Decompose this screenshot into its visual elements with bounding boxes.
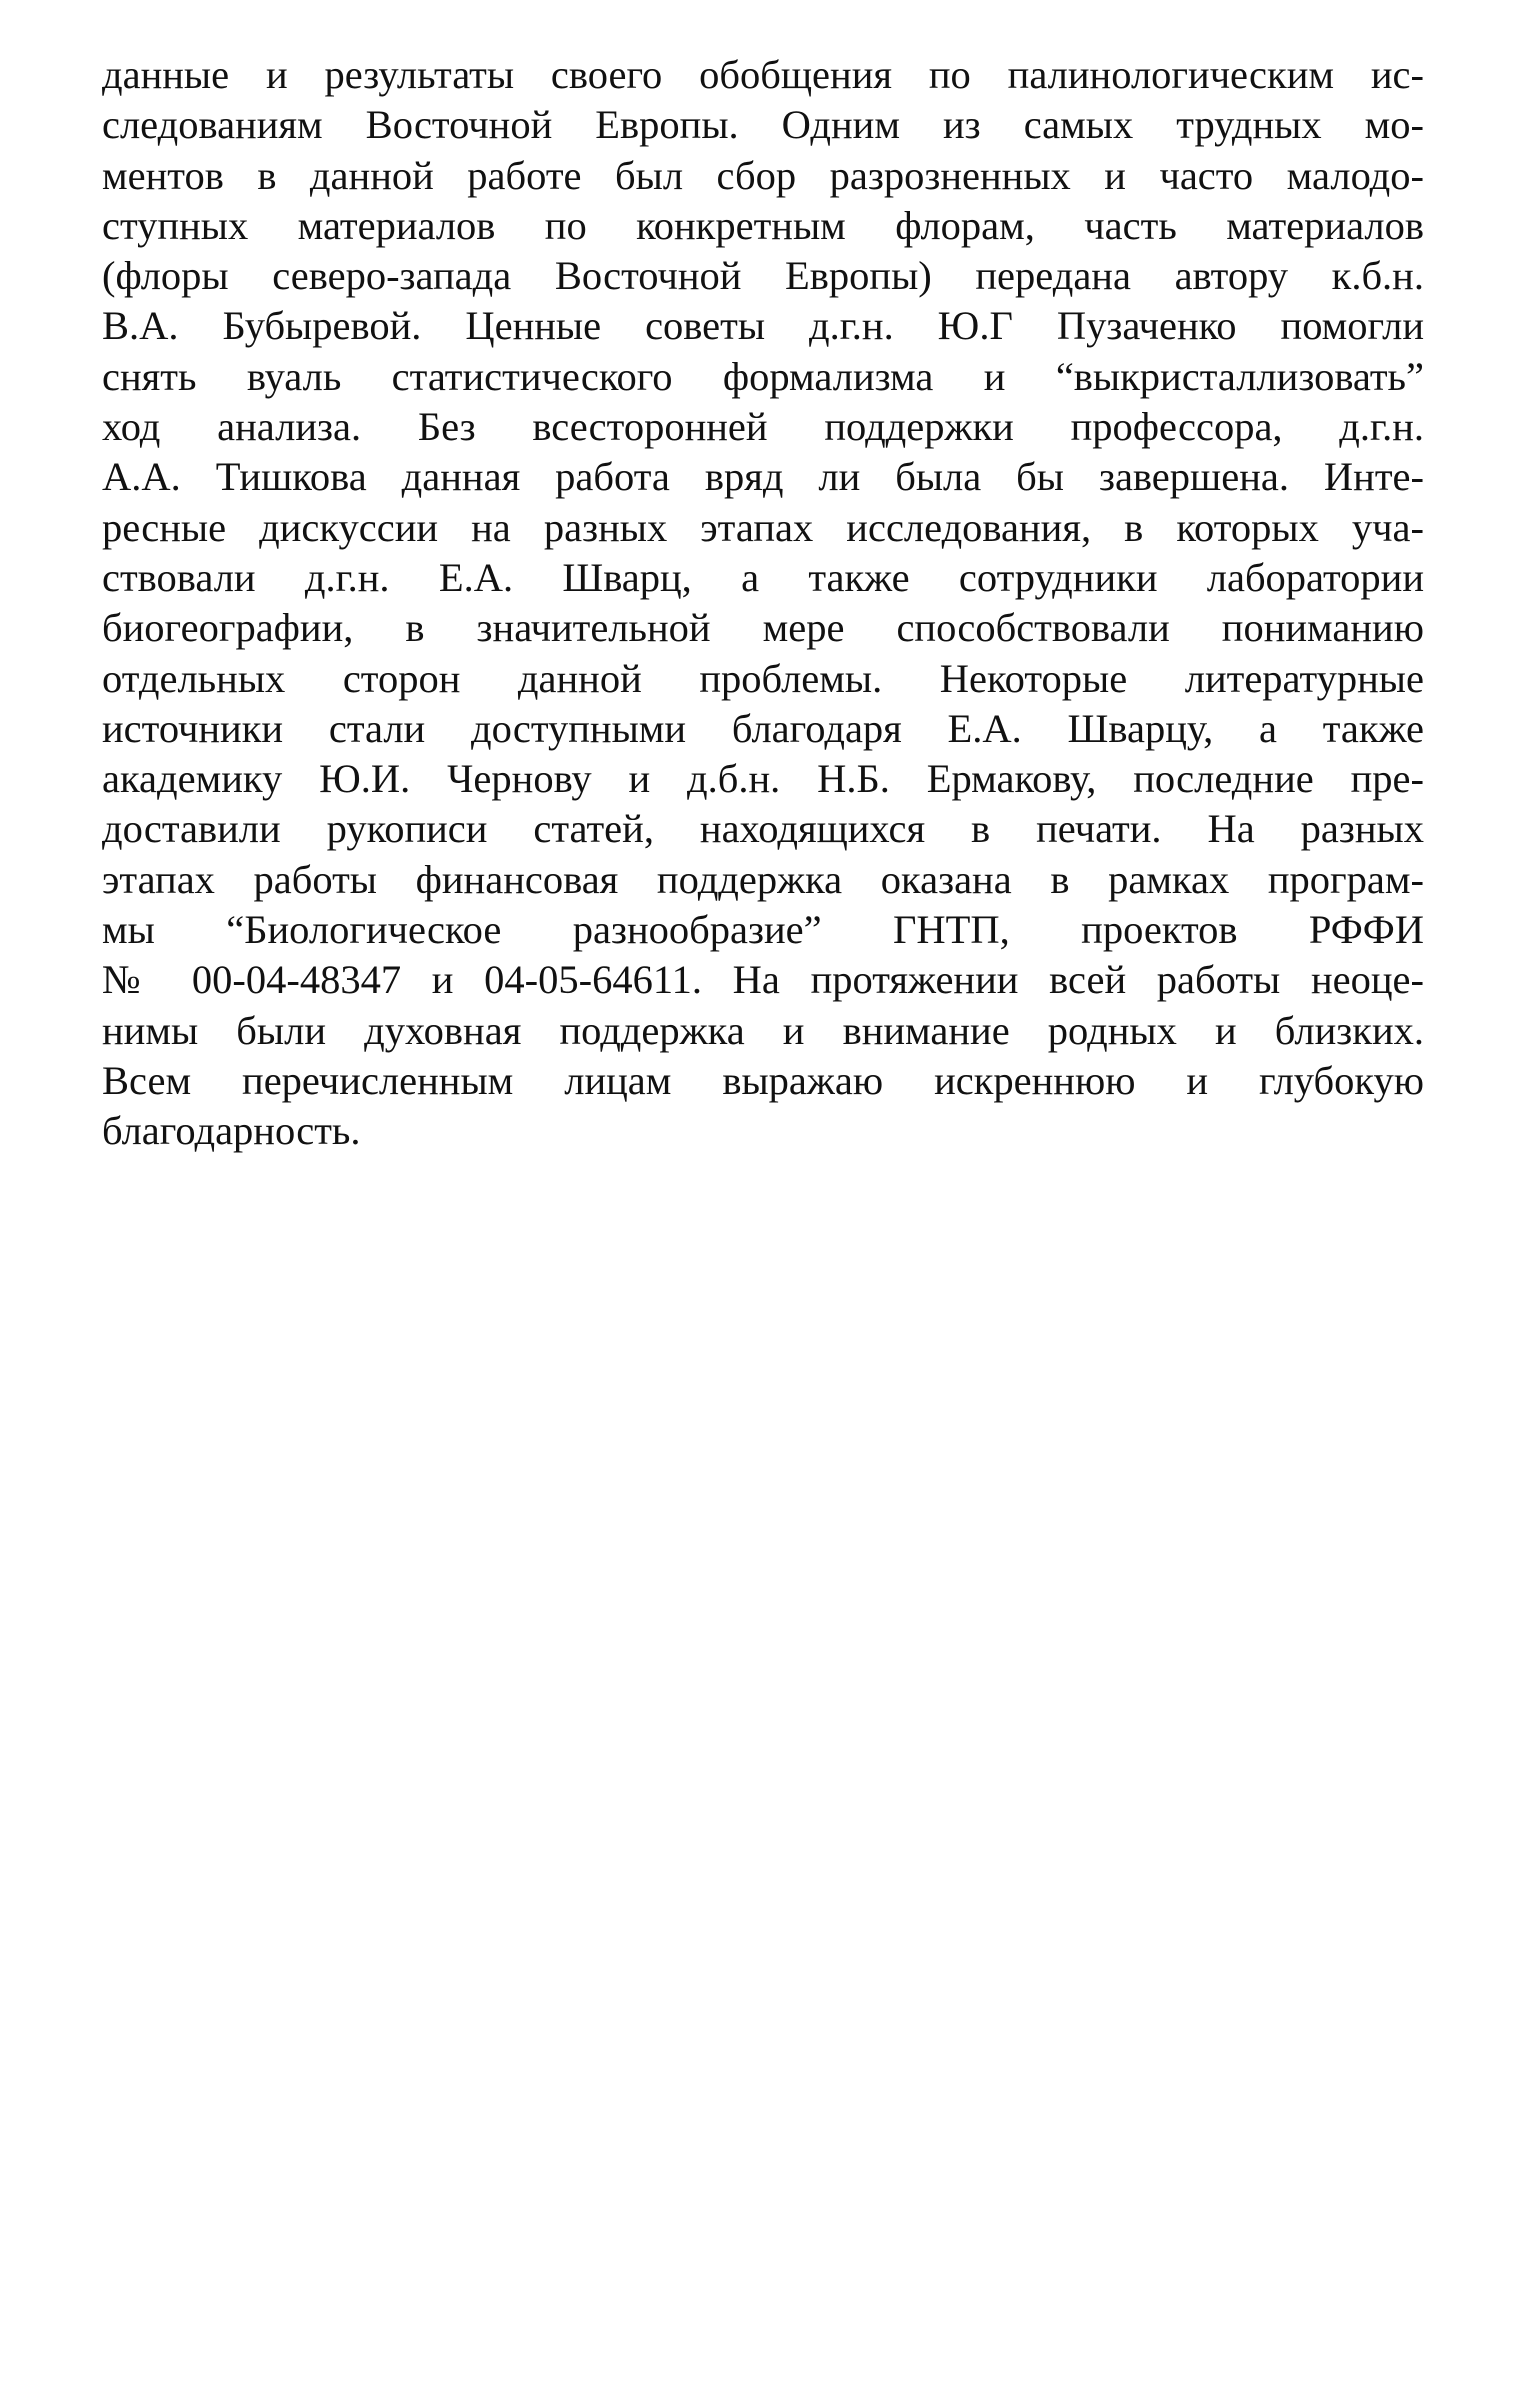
text-line: А.А. Тишкова данная работа вряд ли была бы завершена. Инте- [102,454,1424,500]
text-line: следованиям Восточной Европы. Одним из самых трудных мо- [102,102,1424,148]
text-line: отдельных сторон данной проблемы. Некоторые литературные [102,655,1424,701]
text-line: источники стали доступными благодаря Е.А. Шварцу, а также [102,705,1424,751]
text-line: нимы были духовная поддержка и внимание родных и близких. [102,1007,1424,1053]
text-line: благодарность. [102,1108,361,1154]
text-line: ресные дискуссии на разных этапах исследования, в которых уча- [102,504,1424,550]
text-line: ствовали д.г.н. Е.А. Шварц, а также сотрудники лаборатории [102,554,1424,600]
text-line: академику Ю.И. Чернову и д.б.н. Н.Б. Ермакову, последние пре- [102,756,1424,802]
text-line: ступных материалов по конкретным флорам, часть материалов [102,202,1424,248]
text-line: биогеографии, в значительной мере способствовали пониманию [102,605,1424,651]
text-line: № 00-04-48347 и 04-05-64611. На протяжении всей работы неоце- [102,957,1424,1003]
text-line: доставили рукописи статей, находящихся в печати. На разных [102,806,1424,852]
body-paragraph [102,50,1424,1157]
text-line: снять вуаль статистического формализма и “выкристаллизовать” [102,353,1424,399]
text-line: ход анализа. Без всесторонней поддержки профессора, д.г.н. [102,404,1424,450]
text-line: В.А. Бубыревой. Ценные советы д.г.н. Ю.Г Пузаченко помогли [102,303,1424,349]
text-line: мы “Биологическое разнообразие” ГНТП, проектов РФФИ [102,907,1424,953]
text-line: этапах работы финансовая поддержка оказана в рамках програм- [102,856,1424,902]
text-line: данные и результаты своего обобщения по палинологическим ис- [102,52,1424,97]
text-line: (флоры северо-запада Восточной Европы) передана автору к.б.н. [102,253,1424,299]
text-line: ментов в данной работе был сбор разрозненных и часто малодо- [102,152,1424,198]
text-line: Всем перечисленным лицам выражаю искреннюю и глубокую [102,1057,1424,1103]
